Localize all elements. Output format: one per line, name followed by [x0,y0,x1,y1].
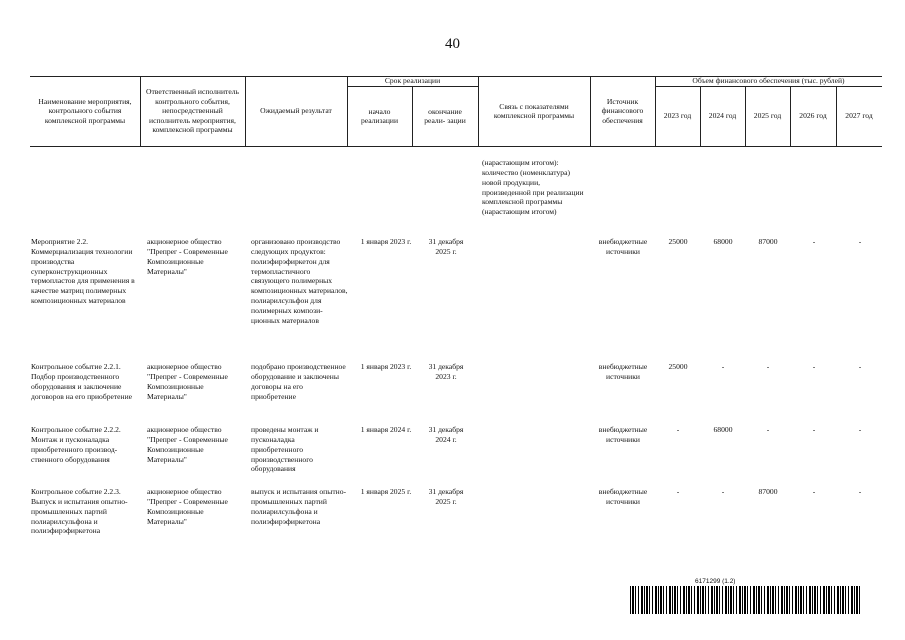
row-value-2023: 25000 [668,362,688,371]
row-name: Контрольное событие 2.2.3. Выпуск и испытания опытно-промышленных партий полиарилсульфона и полиэфирэфиркетона [31,487,128,536]
row-value-2026: - [812,362,816,371]
header-source: Источник финансового обеспечения [601,96,644,125]
row-value-2026: - [812,487,816,496]
row-responsible: акционерное общество "Препрег - Современные Композиционные Материалы" [147,362,228,401]
row-value-2025: - [766,425,770,434]
row-value-2026: - [812,425,816,434]
row-responsible: акционерное общество "Препрег - Современные Композиционные Материалы" [147,487,228,526]
row-value-2024: - [721,487,725,496]
row-source: внебюджетные источники [598,425,648,444]
row-value-2027: - [858,237,862,246]
row-result: подобрано производственное оборудование и заключены договоры на его приобретение [251,362,346,401]
header-name: Наименование мероприятия, контрольного события комплексной программы [38,96,132,125]
header-responsible: Ответственный исполнитель контрольного события, непосредственный исполнитель мероприятия, комплексной программы [146,87,239,135]
barcode [630,586,860,614]
row-value-2024: 68000 [713,237,733,246]
row-source: внебюджетные источники [598,487,648,506]
row-name: Контрольное событие 2.2.1. Подбор производственного оборудования и заключение договоров на его приобретение [31,362,133,401]
row-start: 1 января 2023 г. [360,237,412,246]
header-year-2023: 2023 год [663,111,692,121]
row-source: внебюджетные источники [598,362,648,381]
row-value-2023: - [676,487,680,496]
row-result: выпуск и испытания опытно- промышленных партий полиарилсульфона и полиэфирэфиркетона [251,487,347,526]
row-result: организовано производство следующих продуктов: полиэфирэфиркетон для термопластичного связующего полимерных композиционных материалов, полиарилсульфон для полимерных компози- ционных материалов [251,237,348,325]
row-value-2027: - [858,362,862,371]
row-start: 1 января 2024 г. [360,425,412,434]
header-link: Связь с показателями комплексной программы [493,101,575,120]
header-result: Ожидаемый результат [260,106,332,116]
row-value-2026: - [812,237,816,246]
header-volume: Объем финансового обеспечения (тыс. рублей) [692,76,845,86]
row-responsible: акционерное общество "Препрег - Современные Композиционные Материалы" [147,425,228,464]
row-value-2025: 87000 [758,487,778,496]
row-source: внебюджетные источники [598,237,648,256]
row-value-2024: 68000 [713,425,733,434]
row-value-2027: - [858,425,862,434]
row-value-2024: - [721,362,725,371]
header-end: окончание реали- зации [424,106,466,125]
row-result: проведены монтаж и пусконаладка приобретенного производственного оборудования [251,425,319,474]
header-year-2027: 2027 год [845,111,873,121]
row-responsible: акционерное общество "Препрег - Современные Композиционные Материалы" [147,237,228,276]
row-start: 1 января 2025 г. [360,487,412,496]
header-year-2024: 2024 год [708,111,737,121]
row-value-2023: - [676,425,680,434]
continuation-text: (нарастающим итогом): количество (номенклатура) новой продукции, произведенной при реализации комплексной программы (нарастающим итогом) [482,158,584,217]
row-end: 31 декабря 2023 г. [428,362,464,381]
row-end: 31 декабря 2025 г. [428,237,464,256]
barcode-label: 6171299 (1.2) [695,578,736,585]
row-value-2025: - [766,362,770,371]
row-end: 31 декабря 2024 г. [428,425,464,444]
header-period: Срок реализации [384,76,441,86]
header-start: начало реализации [360,106,399,125]
row-start: 1 января 2023 г. [360,362,412,371]
row-value-2027: - [858,487,862,496]
header-year-2026: 2026 год [799,111,827,121]
row-value-2025: 87000 [758,237,778,246]
table-header [30,76,882,146]
page-number: 40 [445,36,460,52]
header-year-2025: 2025 год [753,111,782,121]
row-end: 31 декабря 2025 г. [428,487,464,506]
row-name: Контрольное событие 2.2.2. Монтаж и пусконаладка приобретенного производ- ственного оборудования [31,425,121,464]
row-value-2023: 25000 [668,237,688,246]
row-name: Мероприятие 2.2. Коммерциализация технологии производства суперконструкционных термопластов для применения в качестве матриц полимерных композиционных материалов [31,237,135,306]
